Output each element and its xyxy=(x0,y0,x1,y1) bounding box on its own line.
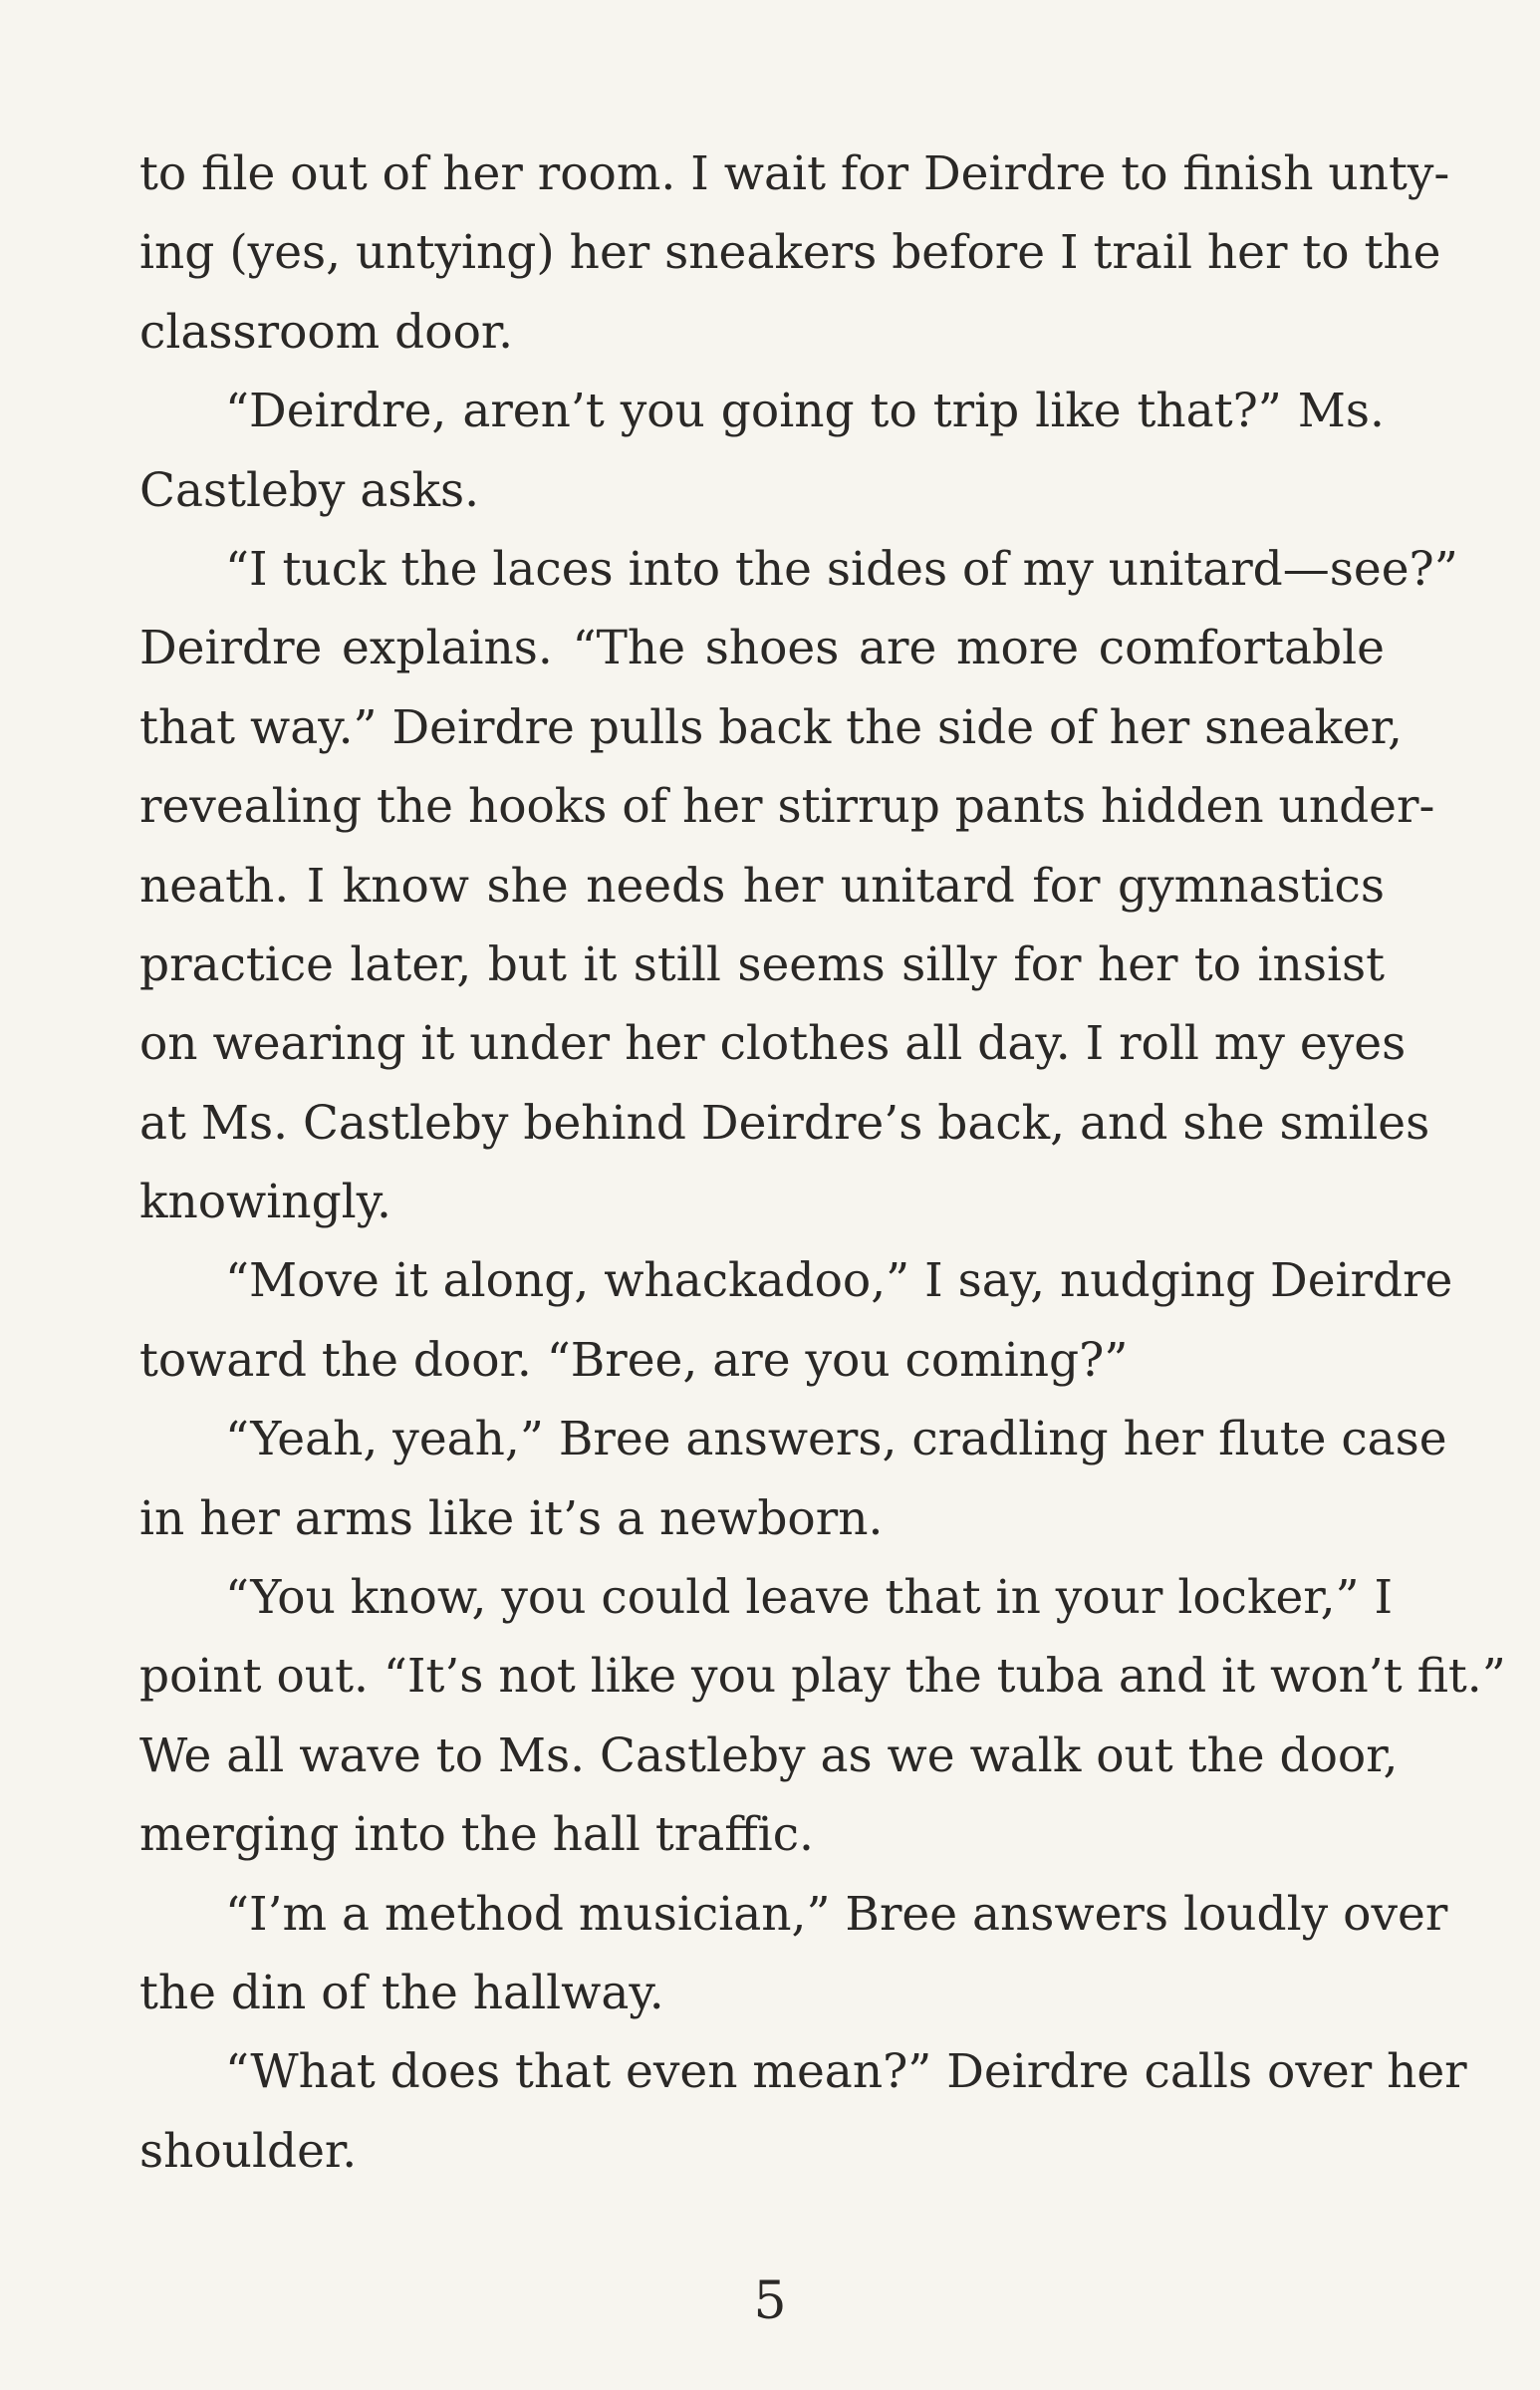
text-line: revealing the hooks of her stirrup pants hidden under- xyxy=(139,779,1435,835)
text-line: shoulder. xyxy=(139,2123,358,2179)
text-line: knowingly. xyxy=(139,1175,391,1230)
text-line: that way.” Deirdre pulls back the side of her sneaker, xyxy=(139,699,1403,755)
text-line: “What does that even mean?” Deirdre calls over her xyxy=(225,2044,1467,2100)
text-line: Deirdre explains. “The shoes are more comfortable xyxy=(139,621,1385,676)
page-number: 5 xyxy=(753,2271,787,2331)
text-line: in her arms like it’s a newborn. xyxy=(139,1490,884,1546)
text-line: the din of the hallway. xyxy=(139,1965,664,2020)
text-line: “Deirdre, aren’t you going to trip like that?” Ms. xyxy=(225,384,1385,439)
text-line: on wearing it under her clothes all day. I roll my eyes xyxy=(139,1016,1407,1072)
text-line: merging into the hall traffic. xyxy=(139,1807,814,1863)
text-line: at Ms. Castleby behind Deirdre’s back, and she smiles xyxy=(139,1095,1430,1151)
text-line: toward the door. “Bree, are you coming?” xyxy=(139,1332,1129,1388)
text-line: to file out of her room. I wait for Deirdre to finish unty- xyxy=(139,146,1450,201)
text-line: practice later, but it still seems silly for her to insist xyxy=(139,936,1385,992)
text-line: “Yeah, yeah,” Bree answers, cradling her flute case xyxy=(225,1412,1447,1467)
text-line: neath. I know she needs her unitard for gymnastics xyxy=(139,858,1385,914)
text-line: “Move it along, whackadoo,” I say, nudging Deirdre xyxy=(225,1253,1453,1309)
text-line: “You know, you could leave that in your locker,” I xyxy=(225,1570,1394,1626)
text-line: “I tuck the laces into the sides of my unitard—see?” xyxy=(225,541,1458,597)
text-line: point out. “It’s not like you play the tuba and it won’t fit.” xyxy=(139,1649,1506,1705)
body-text xyxy=(139,134,1506,2191)
text-line: “I’m a method musician,” Bree answers loudly over xyxy=(225,1886,1448,1942)
text-line: Castleby asks. xyxy=(139,462,480,518)
text-line: ing (yes, untying) her sneakers before I trail her to the xyxy=(139,225,1441,281)
text-line: We all wave to Ms. Castleby as we walk out the door, xyxy=(139,1727,1399,1783)
text-line: classroom door. xyxy=(139,304,514,360)
